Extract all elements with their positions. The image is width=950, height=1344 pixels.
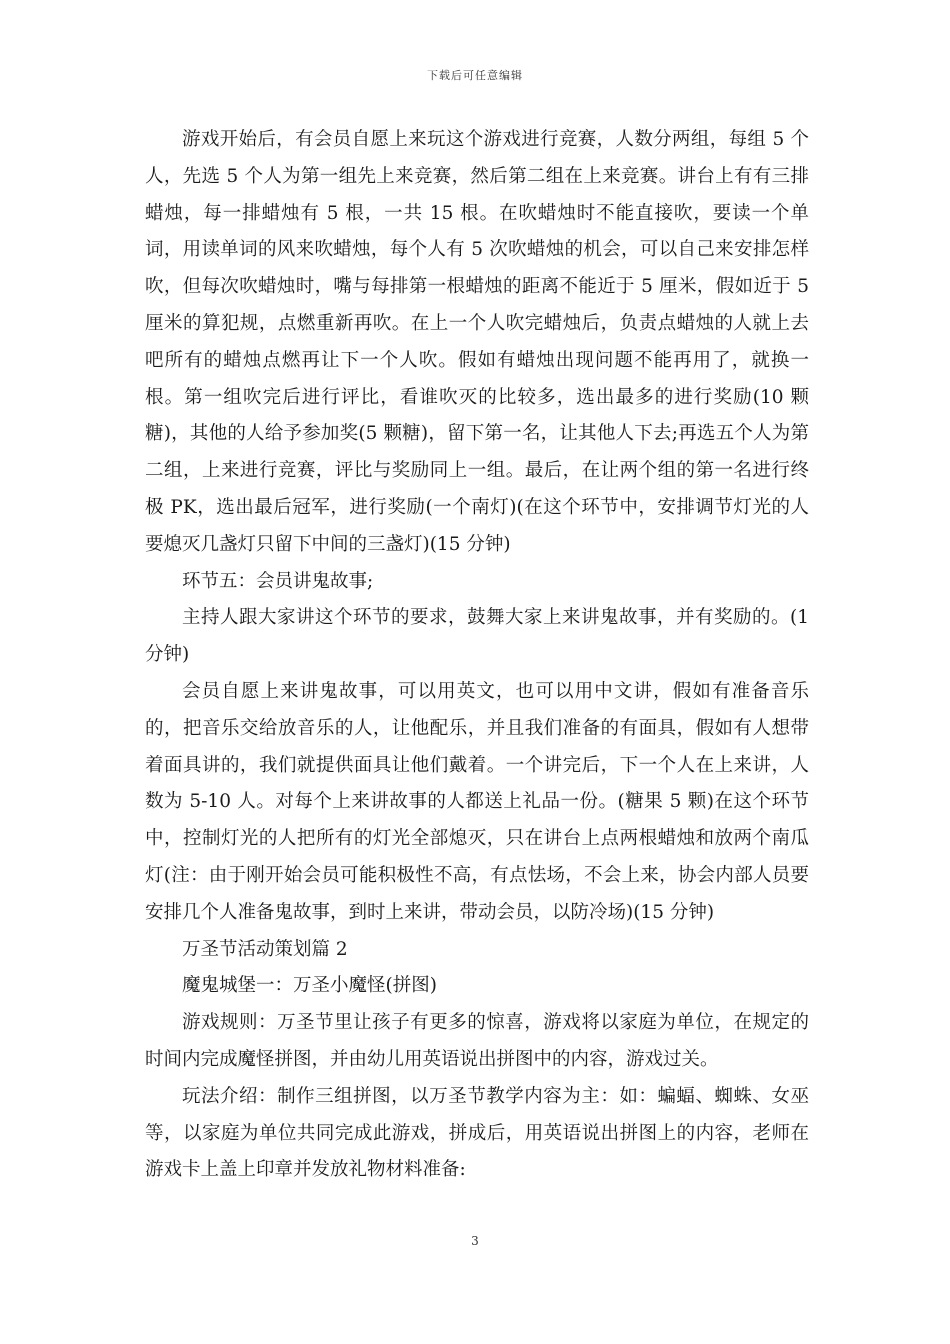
paragraph-castle-one: 魔鬼城堡一：万圣小魔怪(拼图) [182,975,437,997]
paragraph-game-rules: 游戏规则：万圣节里让孩子有更多的惊喜，游戏将以家庭为单位，在规定的时间内完成魔怪拼图，并由幼儿用英语说出拼图中的内容，游戏过关。 [145,1012,809,1070]
paragraph-section-five-heading: 环节五：会员讲鬼故事; [182,570,374,592]
paragraph-candle-game: 游戏开始后，有会员自愿上来玩这个游戏进行竞赛，人数分两组，每组 5 个人，先选 5 个人为第一组先上来竞赛，然后第二组在上来竞赛。讲台上有有三排蜡烛，每一排蜡烛有 5 根，一共 15 根。在吹蜡烛时不能直接吹，要读一个单词，用读单词的风来吹蜡烛，每个人有 5 次吹蜡烛的机会，可以自己来安排怎样吹，但每次吹蜡烛时，嘴与每排第一根蜡烛的距离不能近于 5 厘米，假如近于 5 厘米的算犯规，点燃重新再吹。在上一个人吹完蜡烛后，负责点蜡烛的人就上去吧所有的蜡烛点燃再让下一个人吹。假如有蜡烛出现问题不能再用了，就换一根。第一组吹完后进行评比，看谁吹灭的比较多，选出最多的进行奖励(10 颗糖)，其他的人给予参加奖(5 颗糖)，留下第一名，让其他人下去;再选五个人为第二组，上来进行竞赛，评比与奖励同上一组。最后，在让两个组的第一名进行终极 PK，选出最后冠军，进行奖励(一个南灯)(在这个环节中，安排调节灯光的人要熄灭几盏灯只留下中间的三盏灯)(15 分钟) [145,129,809,555]
paragraph-how-to-play: 玩法介绍：制作三组拼图，以万圣节教学内容为主：如：蝙蝠、蜘蛛、女巫等，以家庭为单位共同完成此游戏，拼成后，用英语说出拼图上的内容，老师在游戏卡上盖上印章并发放礼物材料准备: [145,1085,809,1181]
paragraph-ghost-stories: 会员自愿上来讲鬼故事，可以用英文，也可以用中文讲，假如有准备音乐的，把音乐交给放音乐的人，让他配乐，并且我们准备的有面具，假如有人想带着面具讲的，我们就提供面具让他们戴着。一个讲完后，下一个人在上来讲，人数为 5-10 人。对每个上来讲故事的人都送上礼品一份。(糖果 5 颗)在这个环节中，控制灯光的人把所有的灯光全部熄灭，只在讲台上点两根蜡烛和放两个南瓜灯(注：由于刚开始会员可能积极性不高，有点怯场，不会上来，协会内部人员要安排几个人准备鬼故事，到时上来讲，带动会员，以防冷场)(15 分钟) [145,680,809,923]
page-number: 3 [471,1234,479,1248]
paragraph-host-instructions: 主持人跟大家讲这个环节的要求，鼓舞大家上来讲鬼故事，并有奖励的。(1 分钟) [145,607,809,666]
paragraph-plan-two-title: 万圣节活动策划篇 2 [182,938,348,960]
page-header: 下载后可任意编辑 [427,69,523,82]
document-body [145,122,809,1189]
